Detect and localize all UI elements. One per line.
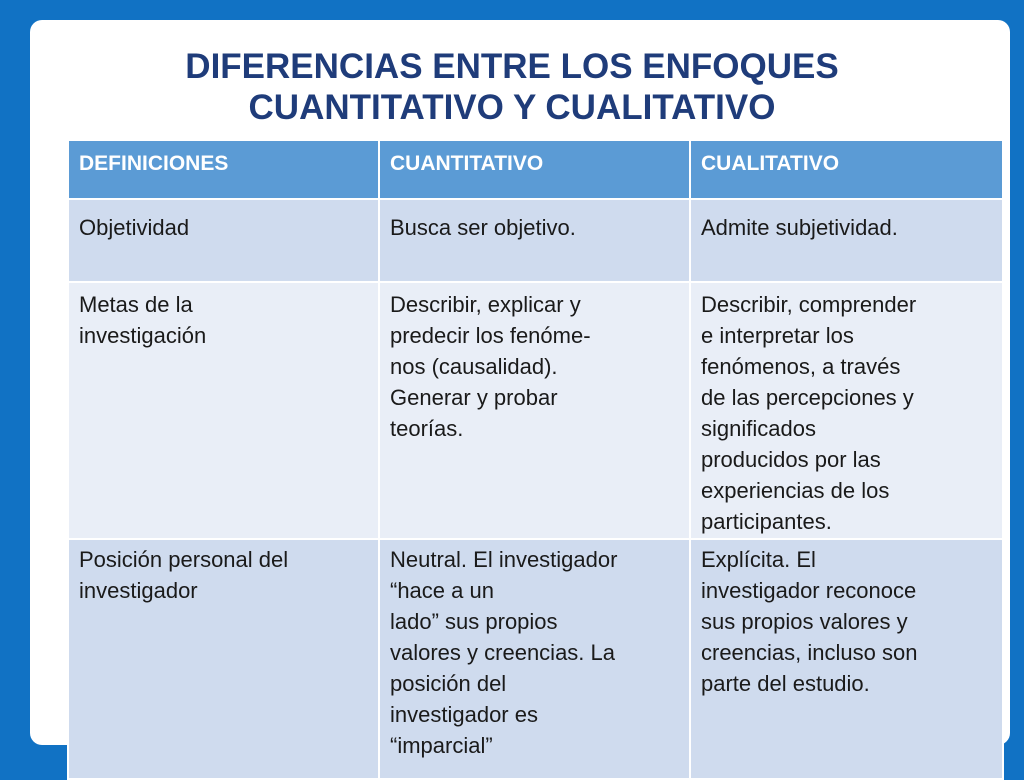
cell-quantitative	[379, 199, 690, 282]
cell-text: Metas de la investigación	[79, 292, 207, 348]
cell-text: Objetividad	[79, 215, 190, 240]
cell-qualitative	[690, 539, 1003, 779]
cell-text: Describir, comprender e interpretar los fenómenos, a través de las percepciones y significados producidos por las experiencias de los participantes.	[701, 292, 917, 534]
cell-quantitative	[379, 282, 690, 539]
cell-definition	[68, 282, 379, 539]
cell-text: Admite subjetividad.	[701, 215, 898, 240]
table-row	[68, 539, 1003, 779]
slide-title	[0, 46, 1024, 128]
cell-qualitative	[690, 282, 1003, 539]
header-definiciones: DEFINICIONES	[68, 140, 379, 199]
cell-quantitative	[379, 539, 690, 779]
header-cualitativo: CUALITATIVO	[690, 140, 1003, 199]
comparison-table	[67, 139, 1004, 780]
slide-title-line-2: CUANTITATIVO Y CUALITATIVO	[248, 88, 776, 127]
cell-definition	[68, 199, 379, 282]
cell-text: Neutral. El investigador “hace a un lado” sus propios valores y creencias. La posición del investigador es “imparcial”	[390, 547, 618, 758]
cell-text: Posición personal del investigador	[79, 547, 289, 603]
slide-title-line-1: DIFERENCIAS ENTRE LOS ENFOQUES	[185, 47, 839, 86]
table-row	[68, 282, 1003, 539]
table-row	[68, 199, 1003, 282]
cell-definition	[68, 539, 379, 779]
cell-text: Describir, explicar y predecir los fenóme- nos (causalidad). Generar y probar teorías.	[390, 292, 591, 441]
cell-text: Explícita. El investigador reconoce sus propios valores y creencias, incluso son parte del estudio.	[701, 547, 918, 696]
cell-qualitative	[690, 199, 1003, 282]
cell-text: Busca ser objetivo.	[390, 215, 576, 240]
table-header-row	[68, 140, 1003, 199]
header-cuantitativo: CUANTITATIVO	[379, 140, 690, 199]
